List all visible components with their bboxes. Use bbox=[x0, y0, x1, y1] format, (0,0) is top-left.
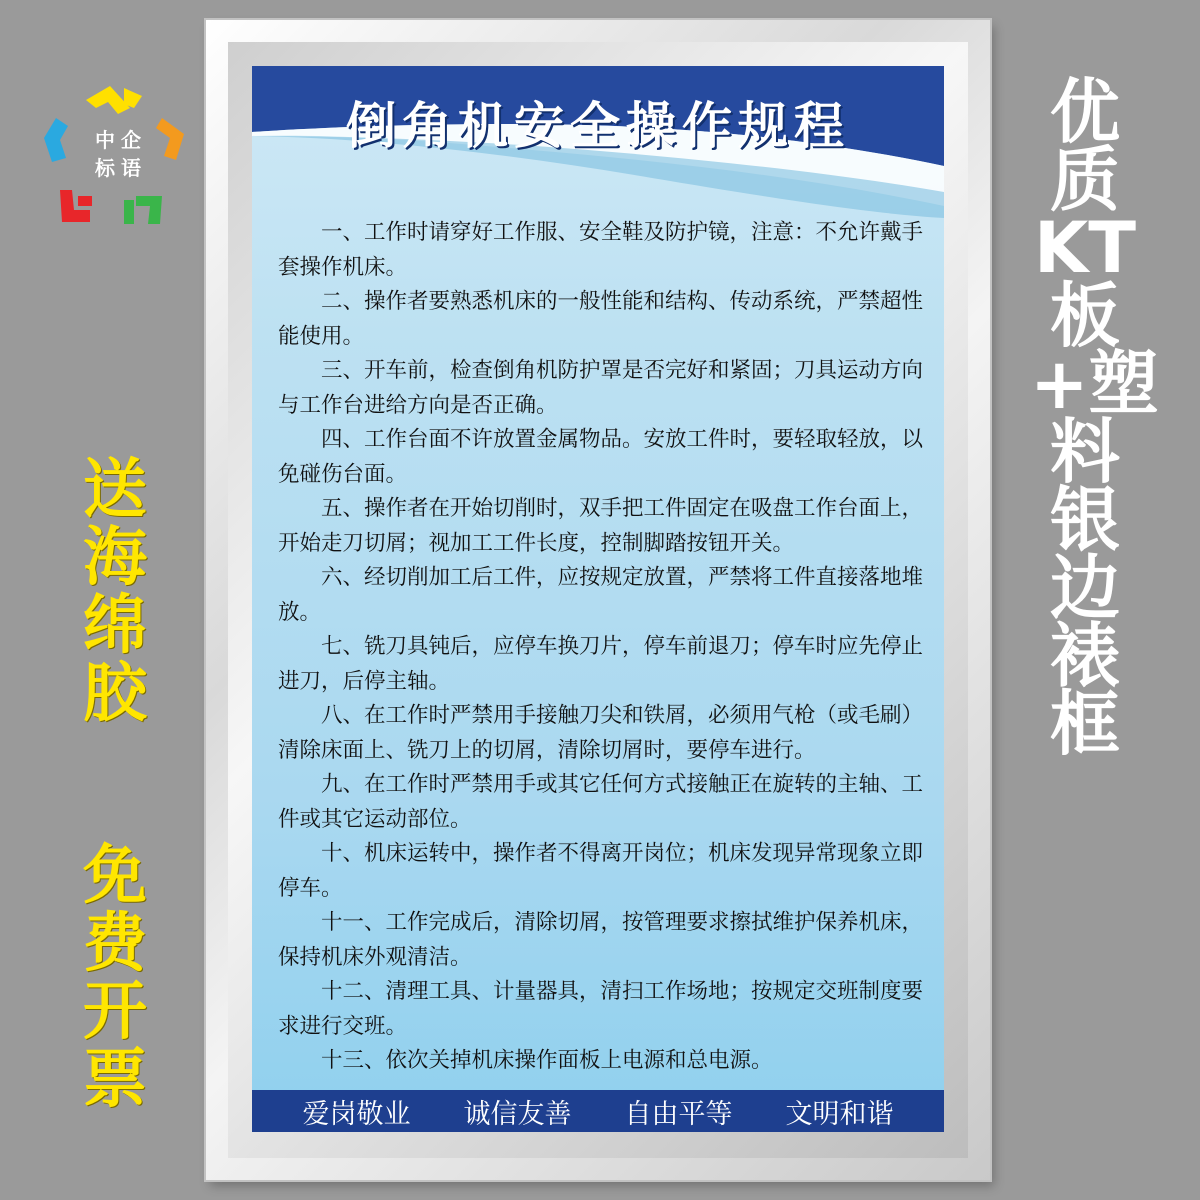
slogan: 诚信友善 bbox=[463, 1098, 572, 1130]
safety-board bbox=[252, 66, 944, 1132]
rule-item: 四、工作台面不许放置金属物品。安放工件时，要轻取轻放，以免碰伤台面。 bbox=[278, 427, 924, 487]
rule-item: 十一、工作完成后，清除切屑，按管理要求擦拭维护保养机床，保持机床外观清洁。 bbox=[278, 910, 924, 970]
rule-item: 三、开车前，检查倒角机防护罩是否完好和紧固；刀具运动方向与工作台进给方向是否正确。 bbox=[278, 358, 924, 418]
brand-logo bbox=[38, 78, 188, 238]
rule-item: 五、操作者在开始切削时，双手把工件固定在吸盘工作台面上，开始走刀切屑；视加工工件长度，控制脚踏按钮开关。 bbox=[278, 496, 924, 556]
rule-item: 二、操作者要熟悉机床的一般性能和结构、传动系统，严禁超性能使用。 bbox=[278, 289, 924, 349]
slogan: 自由平等 bbox=[624, 1098, 733, 1130]
footer-slogans bbox=[252, 1090, 944, 1132]
rule-item: 一、工作时请穿好工作服、安全鞋及防护镜，注意：不允许戴手套操作机床。 bbox=[278, 220, 924, 280]
promo-material: 优质KT板+塑料银边裱框 bbox=[1030, 71, 1159, 765]
rule-item: 七、铣刀具钝后，应停车换刀片，停车前退刀；停车时应先停止进刀，后停主轴。 bbox=[278, 634, 924, 694]
rule-item: 九、在工作时严禁用手或其它任何方式接触正在旋转的主轴、工件或其它运动部位。 bbox=[278, 772, 924, 832]
board-title: 倒角机安全操作规程 bbox=[346, 97, 850, 155]
logo-text-line-2: 标语 bbox=[95, 156, 147, 180]
promo-sponge-glue: 送海绵胶 bbox=[83, 453, 147, 731]
rule-item: 八、在工作时严禁用手接触刀尖和铁屑，必须用气枪（或毛刷）清除床面上、铣刀上的切屑，清除切屑时，要停车进行。 bbox=[278, 703, 924, 763]
rule-item: 十、机床运转中，操作者不得离开岗位；机床发现异常现象立即停车。 bbox=[278, 841, 924, 901]
slogan: 文明和谐 bbox=[785, 1098, 894, 1130]
promo-free-invoice: 免费开票 bbox=[83, 839, 147, 1117]
rule-item: 六、经切削加工后工件，应按规定放置，严禁将工件直接落地堆放。 bbox=[278, 565, 924, 625]
rule-item: 十二、清理工具、计量器具，清扫工作场地；按规定交班制度要求进行交班。 bbox=[278, 979, 924, 1039]
logo-text bbox=[86, 126, 156, 182]
logo-text-line-1: 中企 bbox=[95, 128, 147, 152]
slogan: 爱岗敬业 bbox=[302, 1098, 411, 1130]
rule-item: 十三、依次关掉机床操作面板上电源和总电源。 bbox=[321, 1048, 773, 1073]
rules-list bbox=[278, 216, 926, 1079]
